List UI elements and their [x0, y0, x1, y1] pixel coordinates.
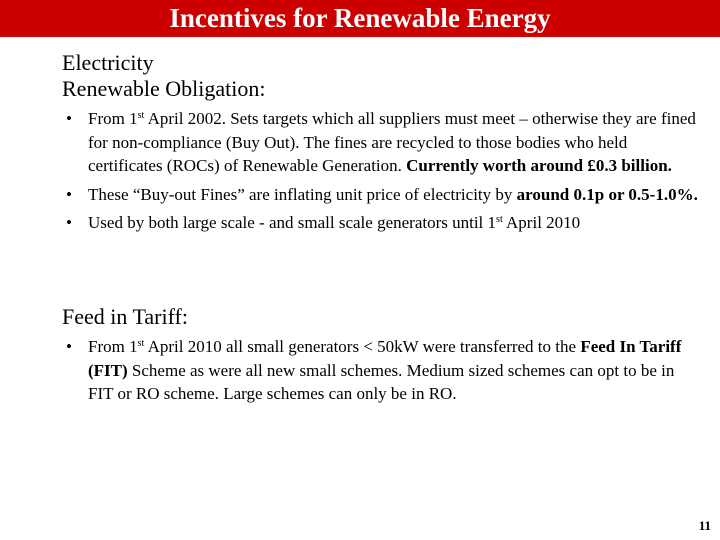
bullet-icon: • — [66, 184, 72, 204]
fit-bullet-list — [62, 335, 702, 411]
superscript: st — [137, 338, 145, 349]
bullet-text: From 1 — [88, 109, 138, 128]
bullet-bold-text: Currently worth around £0.3 billion. — [406, 156, 672, 175]
heading-line-2: Renewable Obligation: — [62, 76, 266, 101]
superscript: st — [496, 214, 503, 225]
section-heading-renewable-obligation — [62, 50, 265, 102]
title-bar — [0, 0, 720, 37]
list-item — [62, 183, 702, 207]
slide-title: Incentives for Renewable Energy — [169, 3, 551, 33]
bullet-text: Scheme as were all new small schemes. Medium sized schemes can opt to be in FIT or RO scheme. Large schemes can only be in RO. — [88, 360, 675, 403]
bullet-text: April 2010 — [502, 213, 581, 232]
bullet-text: April 2002. Sets targets which all suppliers must meet – otherwise they are fined for non-compliance (Buy Out). The fines are recycled to those bodies who held certificates (ROCs) of Renewable Generation. — [88, 109, 696, 175]
list-item — [62, 107, 702, 178]
bullet-icon: • — [66, 109, 72, 128]
list-item — [62, 335, 702, 406]
bullet-icon: • — [66, 213, 72, 232]
bullet-icon: • — [66, 337, 72, 356]
bullet-bold-text: Feed In Tariff (FIT) — [88, 337, 682, 380]
heading-line-1: Electricity — [62, 50, 154, 75]
bullet-text: These “Buy-out Fines” are inflating unit price of electricity by — [88, 184, 517, 204]
section-heading-feed-in-tariff: Feed in Tariff: — [62, 304, 188, 329]
superscript: st — [137, 110, 145, 121]
bullet-text: Used by both large scale - and small scale generators until 1 — [88, 213, 497, 232]
bullet-bold-text: around 0.1p or 0.5-1.0%. — [516, 184, 698, 204]
ro-bullet-list — [62, 107, 702, 240]
page-number: 11 — [698, 518, 711, 533]
list-item — [62, 211, 702, 235]
bullet-text: April 2010 all small generators < 50kW were transferred to the — [144, 337, 581, 356]
bullet-text: From 1 — [88, 337, 138, 356]
